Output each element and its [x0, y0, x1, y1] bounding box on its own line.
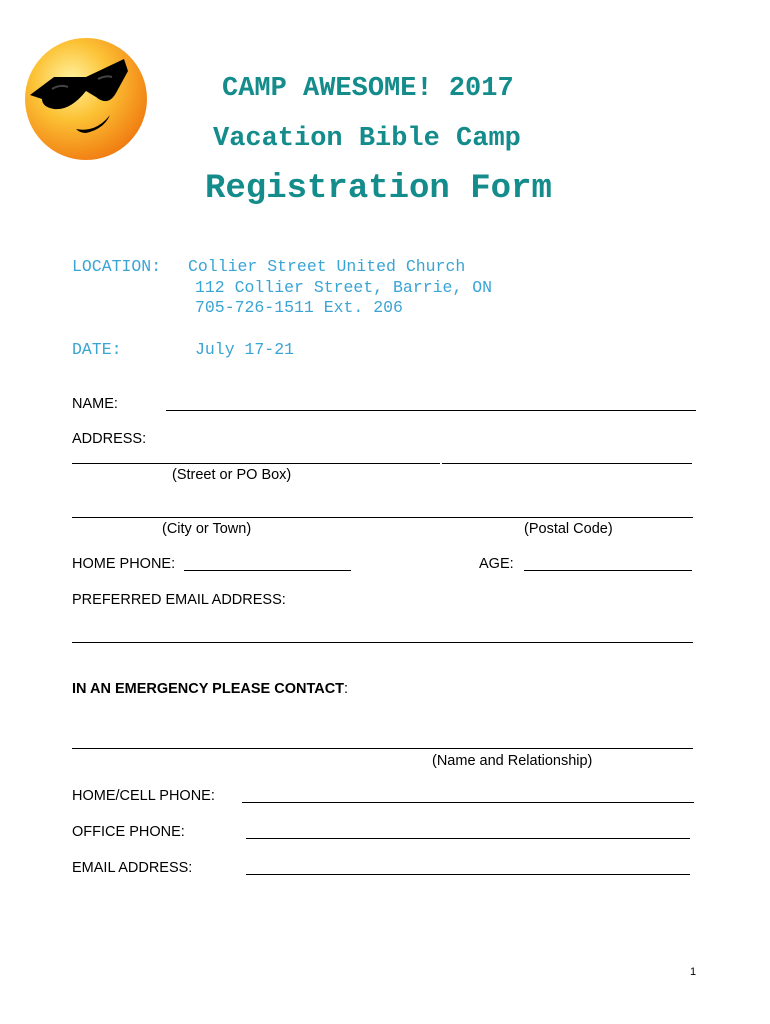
- camp-title: CAMP AWESOME! 2017: [222, 74, 514, 104]
- location-phone: 705-726-1511 Ext. 206: [195, 298, 403, 317]
- street-field-extra[interactable]: [442, 463, 692, 464]
- city-hint: (City or Town): [162, 521, 252, 537]
- postal-hint: (Postal Code): [524, 521, 613, 537]
- city-postal-field[interactable]: [72, 517, 693, 518]
- sunglasses-smiley-icon: [24, 37, 148, 161]
- emergency-heading-colon: :: [344, 681, 349, 697]
- address-label: ADDRESS:: [72, 431, 147, 447]
- emergency-email-field[interactable]: [246, 874, 690, 875]
- emergency-contact-field[interactable]: [72, 748, 693, 749]
- form-title: Registration Form: [205, 170, 552, 208]
- home-phone-field[interactable]: [184, 570, 351, 571]
- location-church: Collier Street United Church: [188, 257, 466, 276]
- age-field[interactable]: [524, 570, 692, 571]
- emergency-email-label: EMAIL ADDRESS:: [72, 860, 193, 876]
- email-label: PREFERRED EMAIL ADDRESS:: [72, 592, 286, 608]
- name-field[interactable]: [166, 410, 696, 411]
- emergency-heading-text: IN AN EMERGENCY PLEASE CONTACT: [72, 681, 345, 697]
- date-label: DATE:: [72, 340, 122, 359]
- home-cell-field[interactable]: [242, 802, 694, 803]
- emergency-heading: [72, 681, 348, 697]
- page-number: 1: [690, 966, 697, 978]
- camp-subtitle: Vacation Bible Camp: [213, 124, 521, 154]
- age-label: AGE:: [479, 556, 514, 572]
- street-field[interactable]: [72, 463, 440, 464]
- email-field[interactable]: [72, 642, 693, 643]
- name-label: NAME:: [72, 396, 118, 412]
- location-label: LOCATION:: [72, 257, 162, 276]
- office-phone-field[interactable]: [246, 838, 690, 839]
- home-cell-label: HOME/CELL PHONE:: [72, 788, 215, 804]
- office-phone-label: OFFICE PHONE:: [72, 824, 185, 840]
- name-relationship-hint: (Name and Relationship): [432, 753, 593, 769]
- street-hint: (Street or PO Box): [172, 467, 292, 483]
- location-address: 112 Collier Street, Barrie, ON: [195, 278, 493, 297]
- date-value: July 17-21: [195, 340, 295, 359]
- home-phone-label: HOME PHONE:: [72, 556, 176, 572]
